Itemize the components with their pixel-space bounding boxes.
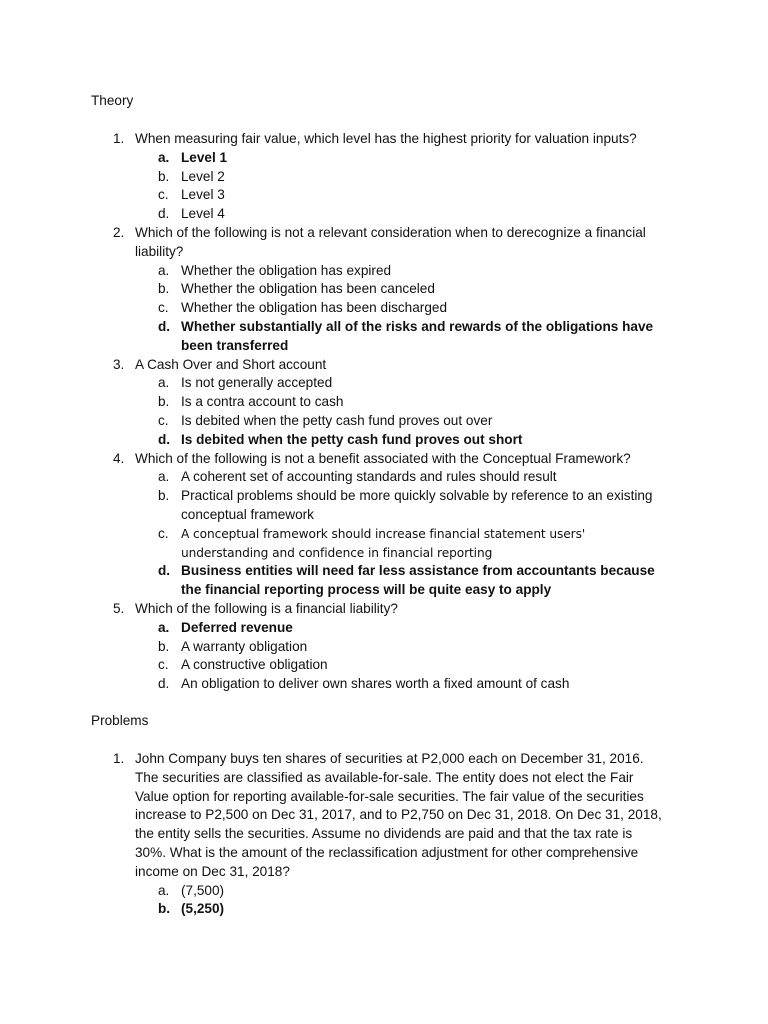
choice-4c [135, 525, 671, 563]
question-text: When measuring fair value, which level has the highest priority for valuation inputs? [135, 131, 637, 146]
question-number: 3. [113, 356, 125, 372]
theory-question-5 [0, 600, 665, 694]
choice-letter: c. [158, 525, 169, 541]
choice-text: Level 1 [181, 149, 228, 165]
choice-text: An obligation to deliver own shares worth a fixed amount of cash [181, 676, 570, 692]
choice-letter: a. [158, 262, 170, 278]
choice-letter: d. [158, 318, 171, 334]
theory-heading: Theory [91, 93, 134, 108]
question-text: John Company buys ten shares of securities at P2,000 each on December 31, 2016. The securities are classified as available-for-sale. The entity does not elect the Fair Value option for reporting available-for-sale securities. The fair value of the securities increase to P2,500 on Dec 31, 2017, and to P2,750 on Dec 31, 2018. On Dec 31, 2018, the entity sells the securities. Assume no dividends are paid and that the tax rate is 30%. What is the amount of the reclassification adjustment for other comprehensive income on Dec 31, 2018? [135, 751, 662, 879]
choice-list [135, 262, 665, 356]
choice-letter: a. [158, 619, 170, 635]
choice-2a [135, 262, 671, 281]
choice-list [135, 468, 665, 600]
choice-5b [135, 638, 671, 657]
choice-letter: b. [158, 638, 170, 654]
choice-text: Whether the obligation has been canceled [181, 281, 435, 297]
choice-4b [135, 487, 671, 525]
choice-1d [135, 205, 671, 224]
choice-list [135, 149, 665, 224]
question-text: A Cash Over and Short account [135, 356, 327, 372]
choice-letter: c. [158, 657, 169, 673]
choice-3d-answer [135, 431, 671, 450]
choice-5c [135, 656, 671, 675]
choice-2b [135, 280, 671, 299]
choice-3a [135, 374, 671, 393]
choice-letter: c. [158, 412, 169, 428]
choice-5d [135, 675, 671, 694]
choice-2c [135, 299, 671, 318]
choice-letter: d. [158, 563, 171, 579]
choice-letter: b. [158, 901, 171, 917]
theory-question-2 [0, 224, 665, 356]
choice-letter: b. [158, 281, 170, 297]
choice-list [135, 619, 665, 694]
choice-list [135, 882, 665, 920]
choice-letter: a. [158, 882, 170, 898]
choice-text: Level 3 [181, 187, 225, 203]
choice-text: Whether the obligation has expired [181, 262, 392, 278]
choice-3c [135, 412, 671, 431]
choice-letter: c. [158, 300, 169, 316]
choice-letter: a. [158, 149, 170, 165]
choice-text: Whether substantially all of the risks and rewards of the obligations have been transferred [181, 318, 654, 353]
choice-text: Level 4 [181, 206, 225, 222]
choice-p1b-answer [135, 900, 671, 919]
choice-text: Is debited when the petty cash fund proves out over [181, 412, 493, 428]
choice-text: (7,500) [181, 882, 225, 898]
question-text: Which of the following is a financial liability? [135, 600, 398, 616]
choice-5a-answer [135, 619, 671, 638]
choice-4a [135, 468, 671, 487]
theory-question-3 [0, 356, 665, 450]
choice-1a-answer [135, 149, 671, 168]
choice-text: A warranty obligation [181, 638, 308, 654]
choice-letter: d. [158, 206, 170, 222]
choice-text: Deferred revenue [181, 619, 293, 635]
problems-heading: Problems [91, 713, 149, 728]
choice-3b [135, 393, 671, 412]
choice-text: Whether the obligation has been discharged [181, 300, 448, 316]
choice-text: A constructive obligation [181, 657, 328, 673]
choice-list [135, 374, 665, 449]
choice-2d-answer [135, 318, 671, 356]
theory-question-list [0, 130, 768, 694]
question-text: Which of the following is not a benefit associated with the Conceptual Framework? [135, 450, 631, 466]
choice-letter: a. [158, 469, 170, 485]
question-number: 1. [113, 131, 125, 146]
question-number: 2. [113, 224, 125, 240]
choice-text: Business entities will need far less assistance from accountants because the financial reporting process will be quite easy to apply [181, 563, 655, 598]
question-number: 1. [113, 751, 125, 766]
question-number: 5. [113, 600, 125, 616]
question-number: 4. [113, 450, 125, 466]
question-text: Which of the following is not a relevant consideration when to derecognize a financial liability? [135, 224, 646, 259]
choice-text: A conceptual framework should increase financial statement users' understanding and confidence in financial reporting [181, 526, 586, 560]
choice-1c [135, 186, 671, 205]
choice-letter: b. [158, 488, 170, 504]
choice-letter: d. [158, 676, 170, 692]
choice-text: Practical problems should be more quickly solvable by reference to an existing conceptual framework [181, 488, 653, 522]
choice-text: Is not generally accepted [181, 375, 333, 391]
choice-text: A coherent set of accounting standards and rules should result [181, 469, 557, 485]
choice-4d-answer [135, 562, 671, 600]
choice-text: Is debited when the petty cash fund proves out short [181, 431, 523, 447]
choice-text: Level 2 [181, 168, 225, 184]
problem-1 [0, 750, 665, 919]
choice-text: (5,250) [181, 901, 225, 917]
choice-p1a [135, 882, 671, 901]
choice-letter: c. [158, 187, 169, 203]
choice-text: Is a contra account to cash [181, 394, 344, 410]
choice-letter: a. [158, 375, 170, 391]
problems-question-list [0, 750, 768, 919]
theory-question-4 [0, 450, 665, 600]
choice-letter: d. [158, 431, 171, 447]
choice-1b [135, 168, 671, 187]
choice-letter: b. [158, 168, 170, 184]
theory-question-1 [0, 130, 665, 224]
choice-letter: b. [158, 394, 170, 410]
